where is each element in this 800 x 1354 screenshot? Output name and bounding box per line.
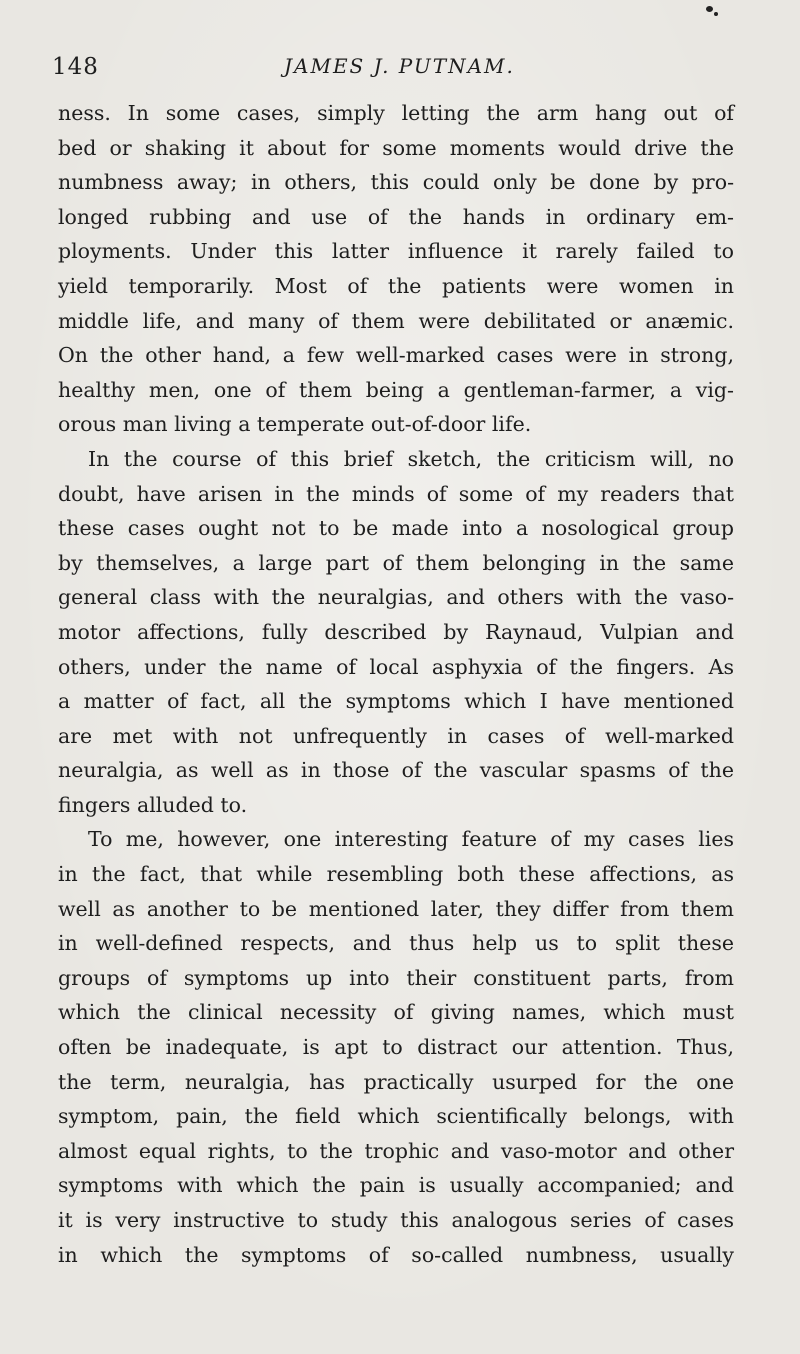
text-line: in the fact, that while resembling both these affections, as — [58, 862, 734, 887]
running-head: JAMES J. PUTNAM. — [284, 54, 515, 78]
text-line: others, under the name of local asphyxia of the fingers. As — [58, 654, 734, 679]
text-line: often be inadequate, is apt to distract our attention. Thus, — [58, 1035, 734, 1060]
text-line: are met with not unfrequently in cases of well-marked — [58, 723, 734, 748]
body-text — [58, 96, 734, 1272]
paragraph — [58, 96, 734, 442]
page-header — [52, 54, 742, 90]
text-line: by themselves, a large part of them belonging in the same — [58, 550, 734, 575]
text-line: doubt, have arisen in the minds of some of my readers that — [58, 481, 734, 506]
page-number: 148 — [52, 54, 99, 80]
ink-speck — [706, 6, 713, 12]
paragraph — [58, 822, 734, 1272]
text-line: symptoms with which the pain is usually accompanied; and — [58, 1173, 734, 1198]
text-line: To me, however, one interesting feature of my cases lies — [88, 827, 734, 852]
text-line: in which the symptoms of so-called numbness, usually — [58, 1242, 734, 1267]
paragraph — [58, 442, 734, 823]
text-line: ployments. Under this latter influence it rarely failed to — [58, 239, 734, 264]
text-line: in well-defined respects, and thus help us to split these — [58, 931, 734, 956]
text-line: almost equal rights, to the trophic and vaso-motor and other — [58, 1138, 734, 1163]
text-line: middle life, and many of them were debilitated or anæmic. — [58, 308, 734, 333]
text-line: yield temporarily. Most of the patients were women in — [58, 273, 734, 298]
text-line: motor affections, fully described by Raynaud, Vulpian and — [58, 619, 734, 644]
text-line: it is very instructive to study this analogous series of cases — [58, 1208, 734, 1232]
text-line: neuralgia, as well as in those of the vascular spasms of the — [58, 758, 734, 783]
text-line: fingers alluded to. — [58, 792, 248, 817]
text-line: numbness away; in others, this could only be done by pro- — [58, 170, 734, 195]
text-line: well as another to be mentioned later, they differ from them — [58, 896, 734, 921]
text-line: a matter of fact, all the symptoms which I have mentioned — [58, 689, 734, 714]
text-line: which the clinical necessity of giving names, which must — [58, 1000, 734, 1025]
text-line: general class with the neuralgias, and others with the vaso- — [58, 585, 734, 610]
text-line: the term, neuralgia, has practically usurped for the one — [58, 1069, 734, 1094]
text-line: these cases ought not to be made into a nosological group — [58, 516, 734, 541]
text-line: healthy men, one of them being a gentleman-farmer, a vig- — [58, 377, 734, 402]
text-line: groups of symptoms up into their constituent parts, from — [58, 965, 734, 990]
text-line: On the other hand, a few well-marked cases were in strong, — [58, 343, 734, 368]
ink-speck — [714, 12, 718, 16]
text-line: symptom, pain, the field which scientifically belongs, with — [58, 1104, 734, 1129]
text-line: In the course of this brief sketch, the criticism will, no — [88, 446, 734, 471]
text-line: ness. In some cases, simply letting the arm hang out of — [58, 101, 734, 125]
text-line: orous man living a temperate out-of-door life. — [58, 412, 532, 437]
text-line: bed or shaking it about for some moments would drive the — [58, 135, 734, 160]
text-line: longed rubbing and use of the hands in ordinary em- — [58, 204, 734, 229]
